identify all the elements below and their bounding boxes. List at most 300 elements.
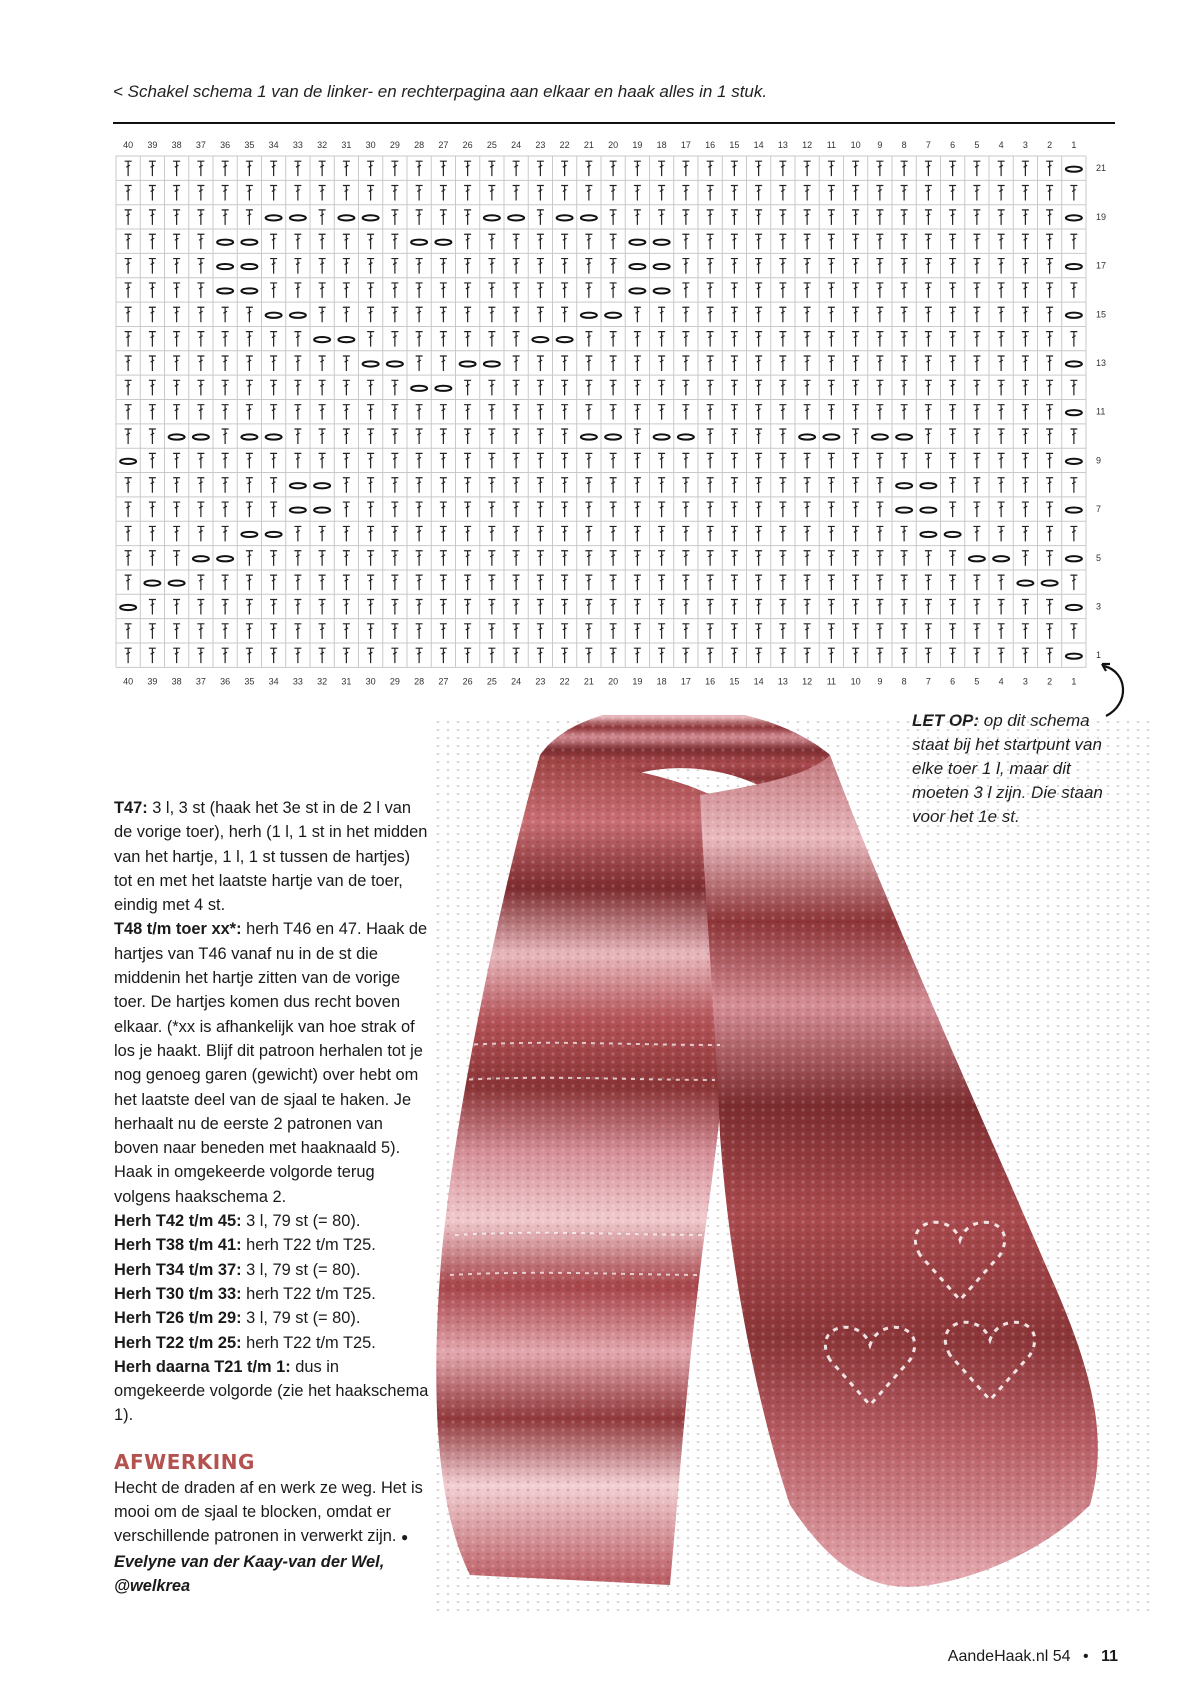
stitch-symbol	[682, 210, 689, 225]
stitch-symbol	[246, 405, 253, 420]
row-label: 5	[1096, 552, 1102, 563]
stitch-symbol	[852, 380, 859, 395]
stitch-symbol	[585, 599, 592, 614]
stitch-symbol	[197, 332, 204, 347]
stitch-symbol	[173, 599, 180, 614]
column-label-bottom: 30	[365, 676, 376, 687]
stitch-symbol	[488, 526, 495, 541]
stitch-symbol	[925, 648, 932, 663]
stitch-symbol	[949, 356, 956, 371]
column-label-bottom: 15	[729, 676, 740, 687]
stitch-symbol	[537, 526, 544, 541]
stitch-symbol	[513, 526, 520, 541]
stitch-symbol	[537, 210, 544, 225]
row-label: 3	[1096, 601, 1102, 612]
stitch-symbol	[319, 429, 326, 444]
stitch-symbol	[707, 283, 714, 298]
stitch-symbol	[1022, 186, 1029, 201]
stitch-symbol	[949, 161, 956, 176]
row-label: 7	[1096, 504, 1102, 515]
stitch-symbol	[319, 648, 326, 663]
stitch-symbol	[852, 259, 859, 274]
stitch-symbol	[973, 453, 980, 468]
stitch-symbol	[1046, 380, 1053, 395]
stitch-symbol	[367, 453, 374, 468]
stitch-symbol	[634, 478, 641, 493]
stitch-symbol	[343, 575, 350, 590]
stitch-symbol	[149, 429, 156, 444]
stitch-symbol	[949, 332, 956, 347]
stitch-symbol	[755, 307, 762, 322]
stitch-symbol	[973, 332, 980, 347]
stitch-symbol	[440, 161, 447, 176]
stitch-symbol	[294, 405, 301, 420]
chain-symbol	[411, 386, 427, 391]
stitch-symbol	[416, 405, 423, 420]
stitch-symbol	[634, 648, 641, 663]
stitch-symbol	[755, 210, 762, 225]
stitch-symbol	[779, 526, 786, 541]
chain-symbol	[605, 434, 621, 439]
stitch-symbol	[537, 478, 544, 493]
column-label-top: 13	[777, 140, 788, 150]
stitch-symbol	[682, 405, 689, 420]
stitch-symbol	[537, 624, 544, 639]
stitch-symbol	[416, 478, 423, 493]
chain-symbol	[654, 288, 670, 293]
stitch-symbol	[561, 624, 568, 639]
stitch-symbol	[925, 283, 932, 298]
page-footer	[948, 1648, 1118, 1666]
stitch-symbol	[488, 453, 495, 468]
chain-symbol	[266, 313, 282, 318]
stitch-symbol	[610, 453, 617, 468]
stitch-symbol	[561, 648, 568, 663]
stitch-symbol	[561, 526, 568, 541]
stitch-symbol	[173, 380, 180, 395]
stitch-symbol	[367, 551, 374, 566]
stitch-symbol	[367, 380, 374, 395]
stitch-symbol	[779, 307, 786, 322]
stitch-symbol	[828, 161, 835, 176]
stitch-symbol	[319, 210, 326, 225]
stitch-symbol	[1022, 283, 1029, 298]
stitch-symbol	[246, 332, 253, 347]
column-label-top: 1	[1071, 140, 1077, 150]
stitch-symbol	[804, 234, 811, 249]
stitch-symbol	[755, 405, 762, 420]
stitch-symbol	[391, 575, 398, 590]
stitch-symbol	[537, 429, 544, 444]
chain-symbol	[217, 288, 233, 293]
column-label-top: 9	[877, 140, 883, 150]
stitch-symbol	[1070, 526, 1077, 541]
chain-symbol	[654, 264, 670, 269]
column-label-top: 33	[292, 140, 303, 150]
stitch-symbol	[998, 186, 1005, 201]
stitch-symbol	[1022, 599, 1029, 614]
chain-symbol	[363, 215, 379, 220]
stitch-symbol	[488, 186, 495, 201]
column-label-top: 26	[462, 140, 473, 150]
stitch-symbol	[440, 478, 447, 493]
chain-symbol	[629, 288, 645, 293]
stitch-symbol	[804, 648, 811, 663]
stitch-symbol	[537, 453, 544, 468]
instruction-t48	[114, 917, 432, 1209]
stitch-symbol	[416, 624, 423, 639]
stitch-symbol	[488, 332, 495, 347]
stitch-symbol	[755, 478, 762, 493]
stitch-symbol	[416, 599, 423, 614]
stitch-symbol	[610, 478, 617, 493]
stitch-symbol	[731, 405, 738, 420]
stitch-symbol	[731, 210, 738, 225]
stitch-symbol	[876, 161, 883, 176]
stitch-symbol	[246, 186, 253, 201]
stitch-symbol	[319, 186, 326, 201]
stitch-symbol	[464, 259, 471, 274]
stitch-symbol	[464, 210, 471, 225]
stitch-symbol	[464, 186, 471, 201]
column-label-bottom: 18	[656, 676, 667, 687]
stitch-symbol	[925, 332, 932, 347]
stitch-symbol	[731, 526, 738, 541]
stitch-symbol	[270, 599, 277, 614]
stitch-symbol	[925, 161, 932, 176]
stitch-symbol	[222, 210, 229, 225]
stitch-symbol	[610, 332, 617, 347]
stitch-symbol	[173, 624, 180, 639]
stitch-symbol	[755, 234, 762, 249]
instruction-label: T47:	[114, 799, 148, 817]
chain-symbol	[920, 532, 936, 537]
stitch-symbol	[852, 526, 859, 541]
stitch-symbol	[998, 332, 1005, 347]
stitch-symbol	[634, 307, 641, 322]
stitch-symbol	[197, 234, 204, 249]
stitch-symbol	[998, 648, 1005, 663]
stitch-symbol	[488, 502, 495, 517]
stitch-symbol	[779, 332, 786, 347]
instruction-label: Herh T42 t/m 45:	[114, 1212, 242, 1231]
stitch-symbol	[828, 526, 835, 541]
afwerking-body: Hecht de draden af en werk ze weg. Het is mooi om de sjaal te blocken, omdat er verschillende patronen in verwerkt zijn.	[114, 1478, 423, 1546]
stitch-symbol	[876, 502, 883, 517]
stitch-symbol	[222, 429, 229, 444]
stitch-symbol	[731, 478, 738, 493]
row-label: 9	[1096, 455, 1102, 466]
stitch-symbol	[852, 234, 859, 249]
stitch-symbol	[998, 429, 1005, 444]
stitch-symbol	[901, 259, 908, 274]
stitch-symbol	[391, 161, 398, 176]
stitch-symbol	[488, 405, 495, 420]
stitch-symbol	[513, 502, 520, 517]
column-label-bottom: 20	[608, 676, 619, 687]
stitch-symbol	[149, 307, 156, 322]
stitch-symbol	[828, 453, 835, 468]
stitch-symbol	[585, 624, 592, 639]
stitch-symbol	[513, 283, 520, 298]
stitch-symbol	[925, 380, 932, 395]
row-label: 1	[1096, 650, 1102, 661]
instruction-text: 3 l, 79 st (= 80).	[241, 1309, 361, 1328]
stitch-symbol	[391, 332, 398, 347]
stitch-symbol	[561, 453, 568, 468]
stitch-symbol	[561, 405, 568, 420]
stitch-symbol	[973, 575, 980, 590]
stitch-symbol	[755, 551, 762, 566]
stitch-symbol	[367, 307, 374, 322]
stitch-symbol	[804, 356, 811, 371]
stitch-symbol	[682, 526, 689, 541]
stitch-symbol	[149, 356, 156, 371]
stitch-symbol	[876, 575, 883, 590]
stitch-symbol	[1022, 648, 1029, 663]
stitch-symbol	[464, 453, 471, 468]
stitch-symbol	[876, 526, 883, 541]
stitch-symbol	[173, 502, 180, 517]
stitch-symbol	[391, 551, 398, 566]
chain-symbol	[1066, 167, 1082, 172]
stitch-symbol	[731, 551, 738, 566]
stitch-symbol	[537, 356, 544, 371]
instruction-text: herh T22 t/m T25.	[241, 1284, 376, 1303]
stitch-symbol	[513, 648, 520, 663]
chain-symbol	[314, 507, 330, 512]
stitch-symbol	[973, 307, 980, 322]
stitch-symbol	[1046, 259, 1053, 274]
stitch-symbol	[125, 648, 132, 663]
stitch-symbol	[294, 161, 301, 176]
stitch-symbol	[804, 380, 811, 395]
stitch-symbol	[707, 575, 714, 590]
stitch-symbol	[707, 599, 714, 614]
stitch-symbol	[828, 405, 835, 420]
stitch-symbol	[658, 648, 665, 663]
chain-symbol	[241, 240, 257, 245]
stitch-symbol	[925, 551, 932, 566]
stitch-symbol	[707, 380, 714, 395]
instruction-t30	[114, 1282, 432, 1306]
column-label-bottom: 38	[171, 676, 182, 687]
stitch-symbol	[149, 502, 156, 517]
stitch-symbol	[173, 526, 180, 541]
stitch-symbol	[707, 259, 714, 274]
stitch-symbol	[270, 283, 277, 298]
stitch-symbol	[464, 161, 471, 176]
chain-symbol	[338, 215, 354, 220]
stitch-symbol	[391, 502, 398, 517]
chain-symbol	[799, 434, 815, 439]
stitch-symbol	[125, 551, 132, 566]
instruction-label: Herh T22 t/m 25:	[114, 1333, 242, 1352]
stitch-symbol	[1022, 380, 1029, 395]
stitch-symbol	[173, 551, 180, 566]
stitch-symbol	[1022, 526, 1029, 541]
column-label-bottom: 5	[974, 676, 980, 687]
stitch-symbol	[125, 210, 132, 225]
stitch-symbol	[804, 405, 811, 420]
stitch-symbol	[416, 210, 423, 225]
column-label-bottom: 4	[998, 676, 1004, 687]
stitch-symbol	[416, 161, 423, 176]
stitch-symbol	[1070, 624, 1077, 639]
chain-symbol	[1066, 459, 1082, 464]
stitch-symbol	[682, 453, 689, 468]
stitch-symbol	[852, 624, 859, 639]
stitch-symbol	[125, 380, 132, 395]
stitch-symbol	[343, 283, 350, 298]
stitch-symbol	[731, 186, 738, 201]
stitch-symbol	[852, 210, 859, 225]
stitch-symbol	[779, 380, 786, 395]
stitch-symbol	[270, 648, 277, 663]
stitch-symbol	[973, 502, 980, 517]
stitch-symbol	[197, 186, 204, 201]
stitch-symbol	[779, 161, 786, 176]
stitch-symbol	[488, 283, 495, 298]
stitch-symbol	[585, 283, 592, 298]
stitch-symbol	[246, 575, 253, 590]
stitch-symbol	[682, 332, 689, 347]
stitch-symbol	[561, 502, 568, 517]
stitch-symbol	[1022, 478, 1029, 493]
chain-symbol	[629, 264, 645, 269]
stitch-symbol	[779, 502, 786, 517]
chain-symbol	[581, 313, 597, 318]
stitch-symbol	[804, 186, 811, 201]
stitch-symbol	[998, 405, 1005, 420]
stitch-symbol	[561, 478, 568, 493]
stitch-symbol	[949, 429, 956, 444]
stitch-symbol	[658, 551, 665, 566]
stitch-symbol	[319, 161, 326, 176]
stitch-symbol	[731, 429, 738, 444]
stitch-symbol	[610, 502, 617, 517]
stitch-symbol	[391, 186, 398, 201]
stitch-symbol	[367, 478, 374, 493]
stitch-symbol	[828, 575, 835, 590]
stitch-symbol	[343, 648, 350, 663]
stitch-symbol	[925, 575, 932, 590]
stitch-symbol	[973, 356, 980, 371]
stitch-symbol	[998, 234, 1005, 249]
stitch-symbol	[367, 648, 374, 663]
stitch-symbol	[998, 624, 1005, 639]
stitch-symbol	[779, 429, 786, 444]
column-label-top: 3	[1022, 140, 1028, 150]
stitch-symbol	[270, 453, 277, 468]
stitch-symbol	[197, 624, 204, 639]
stitch-symbol	[343, 551, 350, 566]
chain-symbol	[484, 361, 500, 366]
stitch-symbol	[222, 356, 229, 371]
stitch-symbol	[246, 453, 253, 468]
stitch-symbol	[828, 502, 835, 517]
stitch-symbol	[731, 380, 738, 395]
column-label-bottom: 25	[486, 676, 497, 687]
stitch-symbol	[804, 259, 811, 274]
stitch-symbol	[1022, 405, 1029, 420]
stitch-symbol	[804, 502, 811, 517]
row-label: 21	[1096, 163, 1107, 174]
stitch-symbol	[197, 648, 204, 663]
chain-symbol	[217, 264, 233, 269]
stitch-symbol	[949, 210, 956, 225]
stitch-symbol	[731, 307, 738, 322]
stitch-symbol	[367, 234, 374, 249]
stitch-symbol	[391, 307, 398, 322]
stitch-symbol	[610, 259, 617, 274]
stitch-symbol	[246, 599, 253, 614]
stitch-symbol	[585, 234, 592, 249]
stitch-symbol	[270, 502, 277, 517]
instruction-t26	[114, 1306, 432, 1330]
stitch-symbol	[973, 283, 980, 298]
stitch-symbol	[440, 575, 447, 590]
column-label-top: 11	[826, 140, 837, 150]
stitch-symbol	[440, 624, 447, 639]
chain-symbol	[872, 434, 888, 439]
stitch-symbol	[343, 259, 350, 274]
stitch-symbol	[610, 551, 617, 566]
stitch-symbol	[1022, 259, 1029, 274]
stitch-symbol	[270, 380, 277, 395]
stitch-symbol	[440, 648, 447, 663]
column-label-top: 17	[680, 140, 691, 150]
stitch-symbol	[876, 283, 883, 298]
stitch-symbol	[901, 405, 908, 420]
column-label-bottom: 1	[1071, 676, 1077, 687]
column-label-top: 22	[559, 140, 570, 150]
stitch-symbol	[634, 624, 641, 639]
stitch-symbol	[755, 429, 762, 444]
stitch-symbol	[682, 648, 689, 663]
stitch-symbol	[731, 161, 738, 176]
stitch-symbol	[901, 624, 908, 639]
stitch-symbol	[488, 380, 495, 395]
chain-symbol	[435, 386, 451, 391]
stitch-symbol	[488, 234, 495, 249]
stitch-symbol	[416, 575, 423, 590]
stitch-symbol	[925, 356, 932, 371]
stitch-symbol	[513, 575, 520, 590]
stitch-symbol	[464, 526, 471, 541]
stitch-symbol	[707, 453, 714, 468]
chain-symbol	[290, 483, 306, 488]
column-label-bottom: 19	[632, 676, 643, 687]
stitch-symbol	[319, 575, 326, 590]
stitch-symbol	[779, 356, 786, 371]
stitch-symbol	[246, 502, 253, 517]
stitch-symbol	[876, 307, 883, 322]
stitch-symbol	[610, 283, 617, 298]
stitch-symbol	[901, 186, 908, 201]
stitch-symbol	[658, 599, 665, 614]
row-label: 19	[1096, 211, 1107, 222]
stitch-symbol	[828, 356, 835, 371]
stitch-symbol	[973, 234, 980, 249]
column-label-top: 38	[171, 140, 182, 150]
stitch-symbol	[464, 405, 471, 420]
chain-symbol	[557, 337, 573, 342]
stitch-symbol	[125, 356, 132, 371]
stitch-symbol	[949, 478, 956, 493]
stitch-symbol	[610, 161, 617, 176]
stitch-symbol	[998, 283, 1005, 298]
